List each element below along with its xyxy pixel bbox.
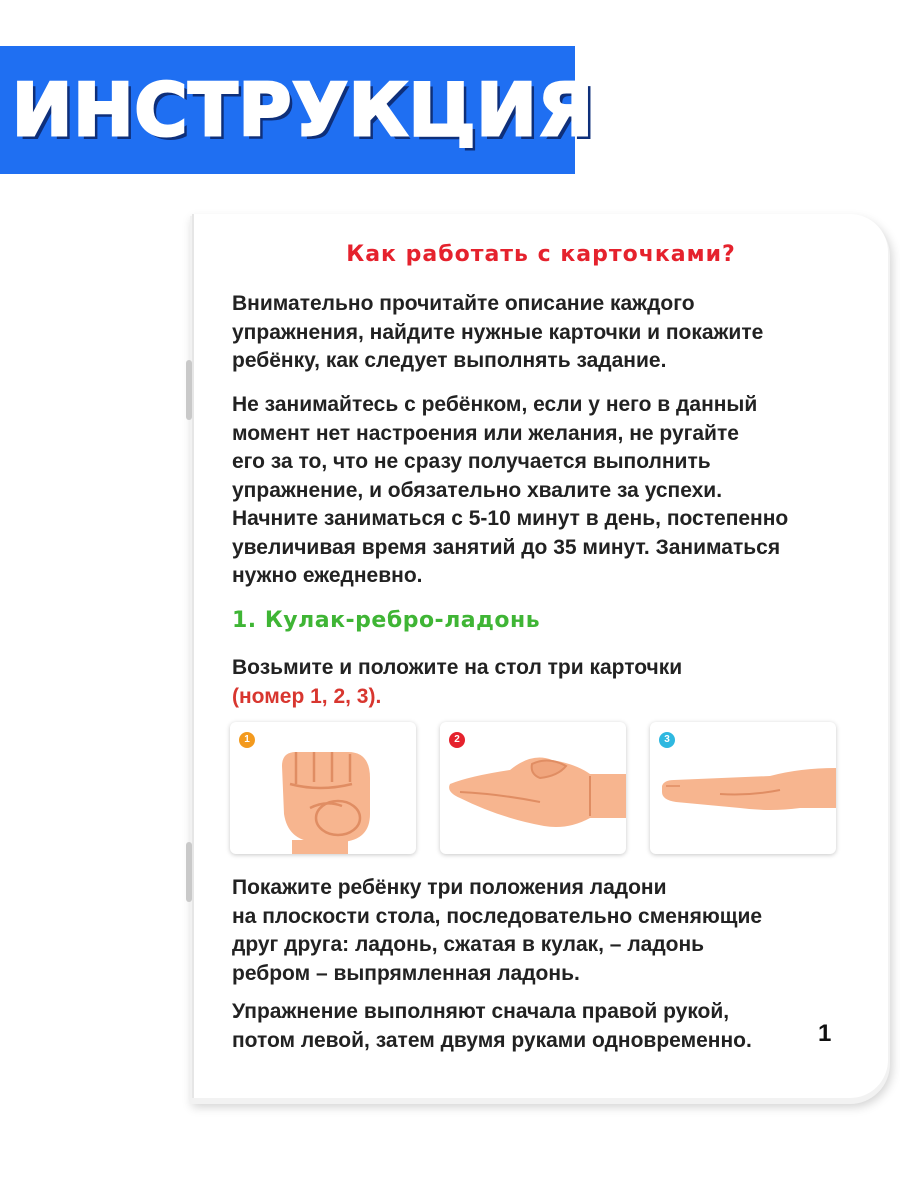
text-line: Внимательно прочитайте описание каждого [232, 292, 695, 315]
flat-palm-icon [650, 722, 836, 854]
card-number-badge: 1 [239, 732, 255, 748]
card-row [230, 722, 836, 858]
title-banner [0, 46, 595, 174]
paragraph-explanation [232, 874, 852, 988]
paragraph-instruction [232, 654, 852, 711]
paragraph-advice [232, 391, 852, 591]
text-line: ребром – выпрямленная ладонь. [232, 961, 580, 985]
text-line: друг друга: ладонь, сжатая в кулак, – ладонь [232, 933, 705, 956]
card-number-badge: 3 [659, 732, 675, 748]
text-line: Не занимайтесь с ребёнком, если у него в данный [232, 393, 758, 416]
text-line: Возьмите и положите на стол три карточки [232, 656, 683, 679]
card-3 [650, 722, 836, 854]
text-line: упражнение, и обязательно хвалите за успехи. [232, 478, 723, 502]
text-line: Начните заниматься с 5-10 минут в день, постепенно [232, 507, 789, 530]
card-numbers-note: (номер 1, 2, 3). [232, 684, 382, 708]
card-1 [230, 722, 416, 854]
page-heading: Как работать с карточками? [346, 242, 736, 267]
palm-edge-icon [440, 722, 626, 854]
text-line: упражнения, найдите нужные карточки и покажите [232, 320, 764, 344]
paragraph-intro [232, 290, 852, 376]
fist-icon [230, 722, 416, 854]
page-number: 1 [818, 1020, 832, 1047]
banner-title: ИНСТРУКЦИЯ [12, 68, 595, 152]
booklet-page [192, 214, 888, 1098]
card-2 [440, 722, 626, 854]
text-line: Покажите ребёнку три положения ладони [232, 876, 667, 899]
text-line: на плоскости стола, последовательно сменяющие [232, 904, 763, 928]
paragraph-sequence [232, 998, 852, 1055]
text-line: потом левой, затем двумя руками одновременно. [232, 1028, 752, 1052]
text-line: Упражнение выполняют сначала правой рукой, [232, 1000, 730, 1023]
section-title: 1. Кулак-ребро-ладонь [232, 608, 541, 633]
text-line: его за то, что не сразу получается выполнить [232, 450, 711, 473]
text-line: увеличивая время занятий до 35 минут. Заниматься [232, 535, 781, 559]
text-line: нужно ежедневно. [232, 564, 423, 587]
text-line: момент нет настроения или желания, не ругайте [232, 421, 739, 445]
card-number-badge: 2 [449, 732, 465, 748]
text-line: ребёнку, как следует выполнять задание. [232, 349, 667, 372]
